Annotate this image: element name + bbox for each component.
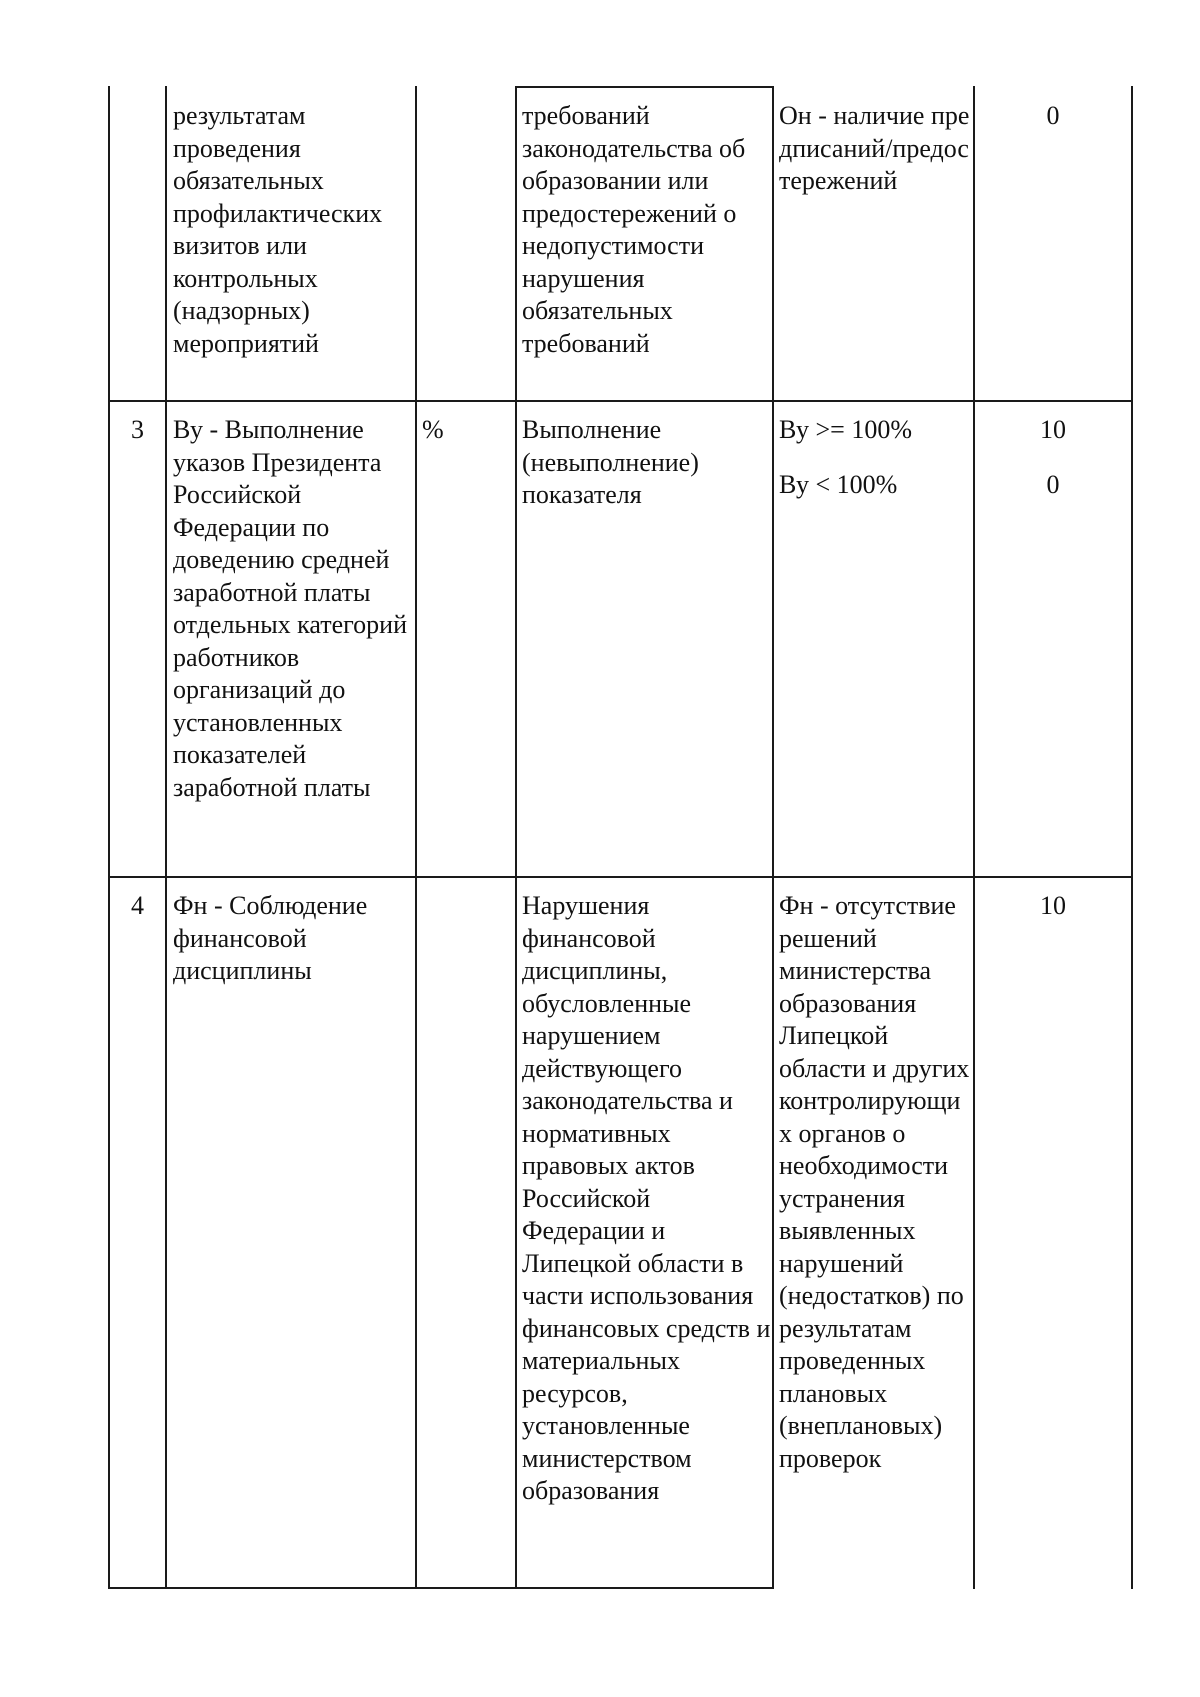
row-divider-2 xyxy=(108,876,1133,878)
column-divider-3 xyxy=(515,86,517,1589)
row-1-points: 0 xyxy=(1046,101,1060,130)
points-not-fulfilled: 0 xyxy=(1046,469,1060,499)
column-divider-1 xyxy=(165,86,167,1589)
table-border-right xyxy=(1131,86,1133,1589)
criteria-not-fulfilled: Ву < 100% xyxy=(779,469,898,499)
column-divider-2 xyxy=(415,86,417,1589)
row-3-indicator-name: Ву - Выполнение указов Президента Российской Федерации по доведению средней заработной платы отдельных категорий работников организаций до установленных показателей заработной платы xyxy=(173,415,408,802)
row-3-criteria xyxy=(779,414,971,501)
row-4-description: Нарушения финансовой дисциплины, обусловленные нарушением действующего законодательства и нормативных правовых актов Российской Федерации и Липецкой области в части использования финансовых средств и материальных ресурсов, установленные министерством образования xyxy=(522,891,771,1505)
row-3-points xyxy=(975,414,1131,501)
row-4-indicator-name: Фн - Соблюдение финансовой дисциплины xyxy=(173,891,368,985)
cell-top-border xyxy=(515,86,774,88)
row-3-description: Выполнение (невыполнение) показателя xyxy=(522,415,699,509)
row-4-criteria: Фн - отсутствие решений министерства образования Липецкой области и других контролирующих органов о необходимости устранения выявленных нарушений (недостатков) по результатам проведенных плановых (внеплановых) проверок xyxy=(779,891,970,1473)
column-divider-4 xyxy=(772,86,774,1589)
row-4-points: 10 xyxy=(1040,891,1066,920)
row-1-criteria: Он - наличие предписаний/предостережений xyxy=(779,101,970,195)
row-4-number: 4 xyxy=(131,891,144,920)
points-fulfilled: 10 xyxy=(1040,415,1066,444)
table-border-bottom xyxy=(108,1587,774,1589)
row-3-unit: % xyxy=(422,415,444,444)
row-divider-1 xyxy=(108,400,1133,402)
row-1-description: требований законодательства об образовании или предостережений о недопустимости нарушения обязательных требований xyxy=(522,101,746,358)
column-divider-5 xyxy=(973,86,975,1589)
table-border-left xyxy=(108,86,110,1589)
row-1-indicator-name: результатам проведения обязательных профилактических визитов или контрольных (надзорных) мероприятий xyxy=(173,101,383,358)
row-3-number: 3 xyxy=(131,415,144,444)
criteria-fulfilled: Ву >= 100% xyxy=(779,415,912,444)
